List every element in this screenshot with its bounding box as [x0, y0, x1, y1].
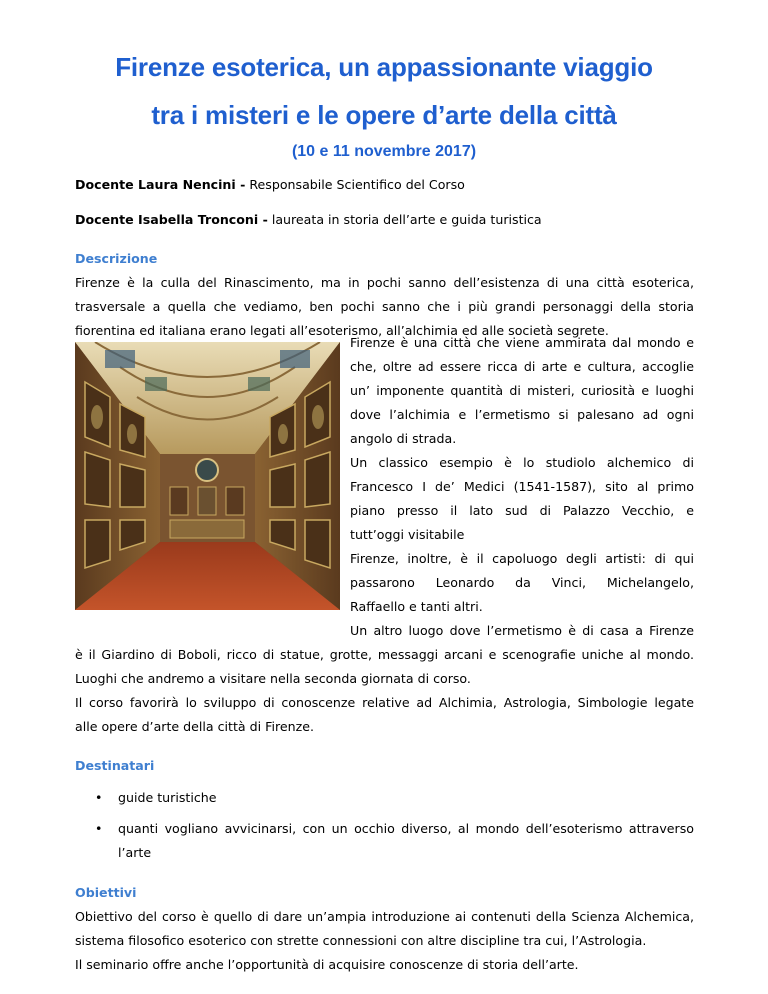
title-line-2: tra i misteri e le opere d’arte della città — [151, 100, 617, 130]
desc-side-6: Un classico esempio è lo studiolo alchemico di — [350, 455, 694, 470]
bullet-icon: • — [95, 790, 103, 805]
desc-side-8: piano presso il lato sud di Palazzo Vecchio, e — [350, 503, 694, 518]
destinatari-item-2: quanti vogliano avvicinarsi, con un occhio diverso, al mondo dell’esoterismo attraverso — [118, 821, 694, 836]
destinatari-item-1: guide turistiche — [118, 790, 217, 805]
desc-side-11: passarono Leonardo da Vinci, Michelangelo, — [350, 575, 694, 590]
desc-side-4: dove l’alchimia e l’ermetismo si palesano ad ogni — [350, 407, 694, 422]
desc-intro-1: Firenze è la culla del Rinascimento, ma in pochi sanno dell’esistenza di una città esoterica, — [75, 275, 694, 290]
heading-obiettivi: Obiettivi — [75, 885, 137, 900]
teacher-2 — [75, 210, 542, 230]
studiolo-photo — [75, 342, 340, 610]
desc-side-13: Un altro luogo dove l’ermetismo è di casa a Firenze — [350, 623, 694, 638]
heading-destinatari: Destinatari — [75, 758, 155, 773]
teacher-2-name: Docente Isabella Tronconi - — [75, 212, 268, 227]
desc-after-1: è il Giardino di Boboli, ricco di statue, grotte, messaggi arcani e scenografie uniche al mondo. — [75, 647, 694, 662]
obiettivi-line-2: sistema filosofico esoterico con strette connessioni con altre discipline tra cui, l’Astrologia. — [75, 933, 647, 948]
obiettivi-line-3: Il seminario offre anche l’opportunità di acquisire conoscenze di storia dell’arte. — [75, 957, 579, 972]
desc-intro-2: trasversale a quella che vediamo, ben pochi sanno che i più grandi personaggi della storia — [75, 299, 694, 314]
course-dates: (10 e 11 novembre 2017) — [291, 143, 477, 160]
desc-side-3: un’ imponente quantità di misteri, curiosità e luoghi — [350, 383, 694, 398]
desc-after-4: alle opere d’arte della città di Firenze. — [75, 719, 314, 734]
heading-descrizione: Descrizione — [75, 251, 158, 266]
title-line-1: Firenze esoterica, un appassionante viaggio — [115, 52, 653, 82]
teacher-1-role: Responsabile Scientifico del Corso — [245, 177, 465, 192]
desc-after-2: Luoghi che andremo a visitare nella seconda giornata di corso. — [75, 671, 471, 686]
desc-side-1: Firenze è una città che viene ammirata dal mondo e — [350, 335, 694, 350]
desc-side-12: Raffaello e tanti altri. — [350, 599, 483, 614]
desc-intro-3: fiorentina ed italiana erano legati all’esoterismo, all’alchimia ed alle società segrete. — [75, 323, 609, 338]
desc-side-7: Francesco I de’ Medici (1541-1587), sito al primo — [350, 479, 694, 494]
desc-side-2: che, oltre ad essere ricca di arte e cultura, accoglie — [350, 359, 694, 374]
desc-after-3: Il corso favorirà lo sviluppo di conoscenze relative ad Alchimia, Astrologia, Simbologie legate — [75, 695, 694, 710]
teacher-2-role: laureata in storia dell’arte e guida turistica — [267, 212, 542, 227]
desc-side-9: tutt’oggi visitabile — [350, 527, 465, 542]
destinatari-item-2-cont: l’arte — [118, 845, 152, 860]
teacher-1 — [75, 175, 465, 195]
desc-side-5: angolo di strada. — [350, 431, 457, 446]
obiettivi-line-1: Obiettivo del corso è quello di dare un’ampia introduzione ai contenuti della Scienza Alchemica, — [75, 909, 694, 924]
bullet-icon: • — [95, 821, 103, 836]
desc-side-10: Firenze, inoltre, è il capoluogo degli artisti: di qui — [350, 551, 694, 566]
teacher-1-name: Docente Laura Nencini - — [75, 177, 246, 192]
